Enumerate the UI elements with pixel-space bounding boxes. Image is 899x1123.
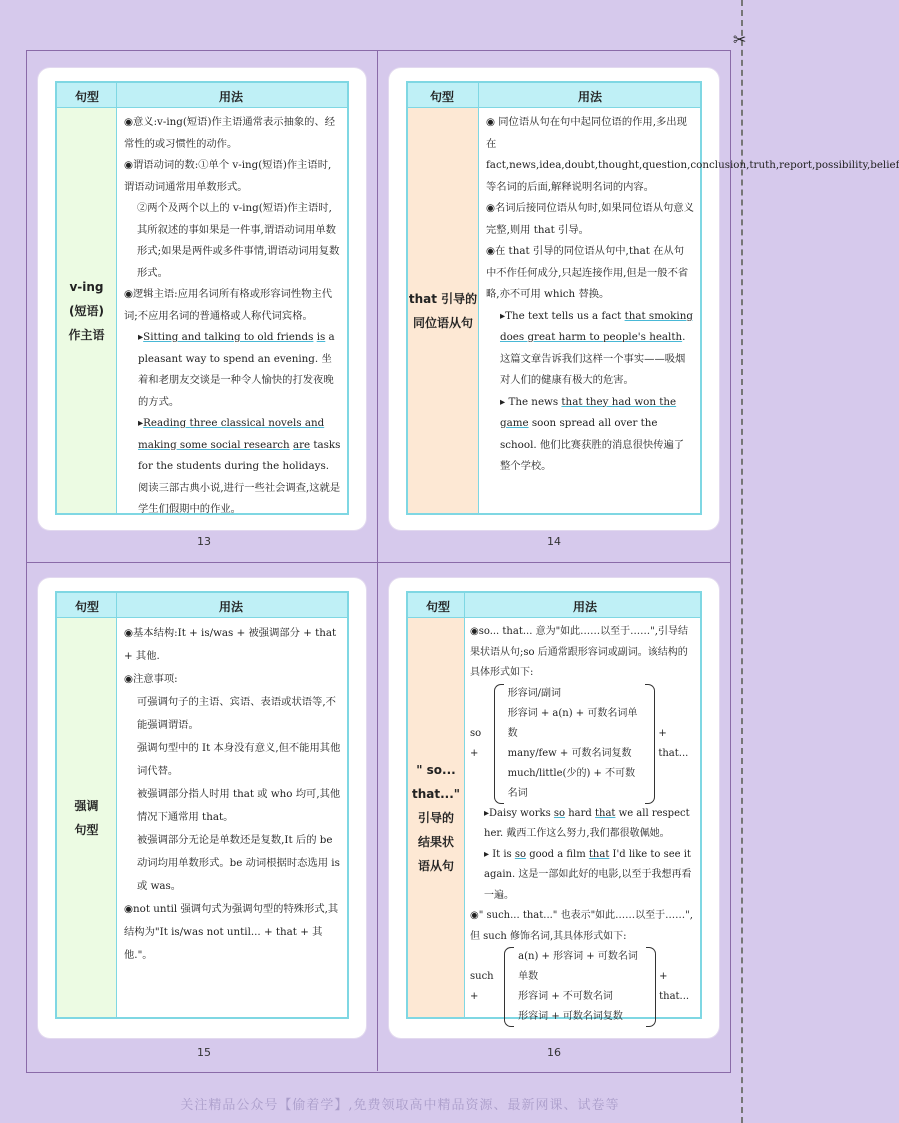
bullet-arrow-icon: ▸	[138, 417, 144, 429]
table-header	[408, 593, 700, 618]
card-13	[38, 68, 366, 530]
horizontal-divider	[26, 562, 730, 563]
usage-text: ◉意义:v-ing(短语)作主语通常表示抽象的、经常性的或习惯性的动作。	[124, 116, 336, 150]
bullet-arrow-icon: ▸	[484, 848, 490, 860]
usage-text: ◉so... that... 意为"如此……以至于……",引导结果状语从句;so 后通常跟形容词或副词。该结构的具体形式如下:	[470, 626, 688, 678]
usage-text: ◉名词后接同位语从句时,如果同位语从句意义完整,则用 that 引导。	[486, 202, 694, 236]
bullet-arrow-icon: ▸	[500, 309, 506, 322]
usage-text: ◉not until 强调句式为强调句型的特殊形式,其结构为"It is/was not until... + that + 其他."。	[124, 903, 339, 961]
usage-text: 被强调部分无论是单数还是复数,It 后的 be 动词均用单数形式。be 动词根据时态选用 is 或 was。	[137, 834, 340, 892]
vertical-divider	[377, 50, 378, 1071]
formula-item: many/few + 可数名词复数	[507, 747, 632, 759]
header-usage: 用法	[219, 90, 244, 104]
example-sentence: ▸Sitting and talking to old friends is a pleasant way to spend an evening. 坐着和老朋友交谈是一种令人愉快的打发夜晚的方式。	[138, 331, 335, 408]
sentence-type-line: 同位语从句	[412, 315, 473, 330]
scissors-icon: ✂	[733, 30, 747, 49]
sentence-type-line: v-ing	[69, 279, 104, 294]
formula-item: 形容词/副词	[507, 687, 562, 699]
usage-text: ◉逻辑主语:应用名词所有格或形容词性物主代词;不应用名词的普通格或人称代词宾格。	[124, 288, 333, 322]
card-16	[389, 578, 719, 1038]
sentence-type-line: that..."	[411, 786, 461, 801]
usage-text: ◉ 同位语从句在句中起同位语的作用,多出现在 fact,news,idea,doubt,thought,question,conclusion,truth,report,possibility,belief 等名词的后面,解释说明名词的内容。	[486, 116, 899, 193]
header-usage: 用法	[573, 600, 598, 614]
example-sentence: ▸ The news that they had won the game soon spread all over the school. 他们比赛获胜的消息很快传遍了整个学校。	[500, 395, 685, 472]
sentence-type-line: 作主语	[68, 327, 105, 342]
table-header	[408, 83, 700, 108]
formula-suffix: + that...	[658, 727, 689, 759]
page-number: 14	[547, 535, 561, 548]
so-that-formula	[470, 684, 696, 804]
example-sentence: ▸ It is so good a film that I'd like to see it again. 这是一部如此好的电影,以至于我想再看一遍。	[484, 848, 692, 901]
bullet-arrow-icon: ▸	[484, 807, 490, 819]
usage-cell	[117, 618, 347, 1017]
usage-text: ◉在 that 引导的同位语从句中,that 在从句中不作任何成分,只起连接作用,但是一般不省略,亦不可用 which 替换。	[486, 245, 689, 300]
example-sentence: ▸The text tells us a fact that smoking does great harm to people's health. 这篇文章告诉我们这样一个事实——吸烟对人们的健康有极大的危害。	[500, 309, 693, 386]
such-that-formula	[470, 947, 696, 1027]
sentence-type-line: 句型	[74, 822, 99, 837]
page-number: 16	[547, 1046, 561, 1059]
formula-item: much/little(少的) + 不可数名词	[507, 767, 636, 799]
grammar-table	[55, 81, 349, 515]
page-number: 15	[197, 1046, 211, 1059]
usage-text: 强调句型中的 It 本身没有意义,但不能用其他词代替。	[137, 742, 341, 777]
formula-item: a(n) + 形容词 + 可数名词单数	[518, 951, 638, 982]
usage-text: ◉谓语动词的数:①单个 v-ing(短语)作主语时,谓语动词通常用单数形式。	[124, 159, 332, 193]
formula-item: 形容词 + 可数名词复数	[518, 1011, 623, 1022]
sentence-type-cell	[57, 618, 117, 1017]
sentence-type-cell	[408, 618, 465, 1017]
sentence-type-cell	[57, 108, 117, 513]
usage-cell	[465, 618, 700, 1022]
usage-text: ◉基本结构:It + is/was + 被强调部分 + that + 其他.	[124, 627, 337, 662]
sentence-type-line: 结果状	[417, 834, 454, 849]
header-sentence-type: 句型	[426, 600, 451, 614]
page-number: 13	[197, 535, 211, 548]
bullet-arrow-icon: ▸	[138, 331, 144, 343]
sentence-type-line: 强调	[74, 798, 99, 813]
bullet-arrow-icon: ▸	[500, 395, 506, 408]
header-usage: 用法	[219, 600, 244, 614]
footer-promo-text: 关注精品公众号【偷着学】,免费领取高中精品资源、最新网课、试卷等	[180, 1098, 620, 1113]
table-header	[57, 83, 347, 108]
usage-text: ◉" such... that..." 也表示"如此……以至于……",但 such 修饰名词,其具体形式如下:	[470, 910, 693, 942]
right-brace-icon	[645, 684, 655, 804]
usage-text: ◉注意事项:	[124, 673, 178, 685]
example-sentence: ▸Daisy works so hard that we all respect her. 戴西工作这么努力,我们都很敬佩她。	[484, 807, 690, 839]
grammar-table	[55, 591, 349, 1019]
table-header	[57, 593, 347, 618]
sentence-type-cell	[408, 108, 479, 513]
example-sentence: ▸Reading three classical novels and making some social research are tasks for the students during the holidays. 阅读三部古典小说,进行一些社会调查,这就是学生们假期中的作业。	[138, 417, 341, 515]
sentence-type-line: 语从句	[417, 858, 454, 873]
usage-cell	[479, 108, 899, 513]
sentence-type-line: (短语)	[69, 303, 104, 318]
left-brace-icon	[494, 684, 504, 804]
formula-prefix: such +	[470, 971, 494, 1002]
right-brace-icon	[646, 947, 656, 1027]
usage-text: 被强调部分指人时用 that 或 who 均可,其他情况下通常用 that。	[137, 788, 341, 823]
usage-cell	[117, 108, 347, 513]
header-sentence-type: 句型	[430, 90, 455, 104]
usage-text: ②两个及两个以上的 v-ing(短语)作主语时,其所叙述的事如果是一件事,谓语动词用单数形式;如果是两件或多件事情,谓语动词用复数形式。	[137, 202, 340, 279]
header-sentence-type: 句型	[75, 600, 100, 614]
card-14	[389, 68, 899, 530]
grammar-table	[406, 591, 702, 1022]
formula-prefix: so +	[470, 727, 482, 759]
formula-suffix: + that...	[659, 971, 690, 1002]
grammar-table	[406, 81, 899, 515]
card-15	[38, 578, 366, 1038]
sentence-type-line: " so...	[416, 762, 456, 777]
header-sentence-type: 句型	[75, 90, 100, 104]
header-usage: 用法	[578, 90, 603, 104]
formula-item: 形容词 + 不可数名词	[518, 991, 613, 1002]
formula-item: 形容词 + a(n) + 可数名词单数	[507, 707, 638, 739]
sentence-type-line: that 引导的	[408, 291, 478, 306]
usage-text: 可强调句子的主语、宾语、表语或状语等,不能强调谓语。	[137, 696, 336, 731]
sentence-type-line: 引导的	[417, 810, 454, 825]
left-brace-icon	[504, 947, 514, 1027]
